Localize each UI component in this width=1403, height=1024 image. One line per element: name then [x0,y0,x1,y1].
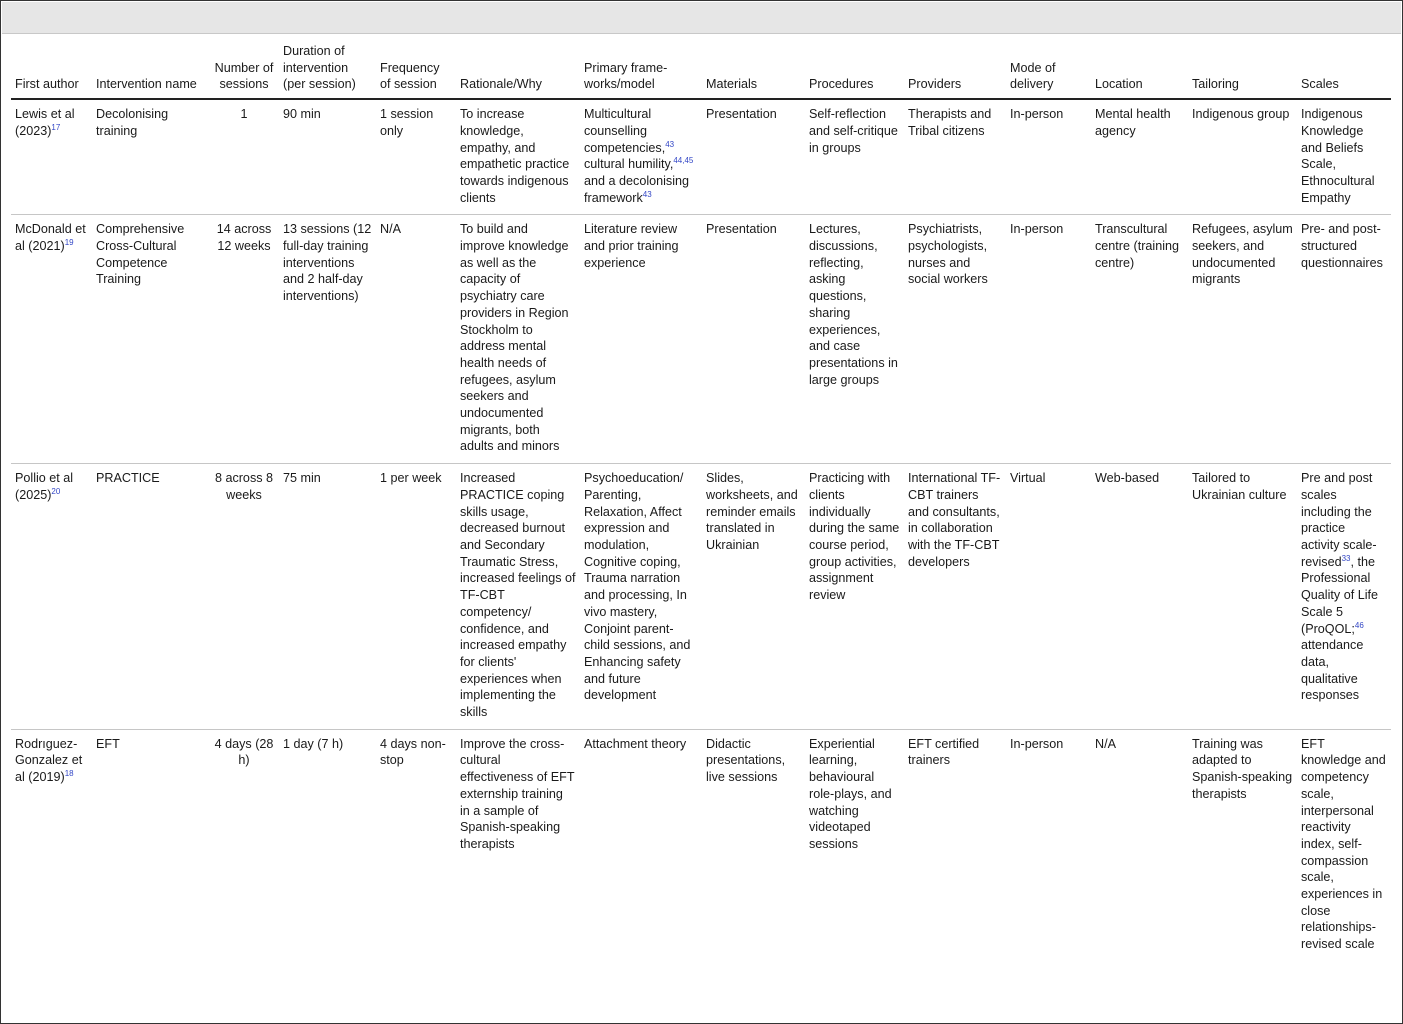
cell-tailoring: Refugees, asylum seekers, and undocumented migrants [1192,222,1293,287]
cell-intervention-name: Decolonising training [96,107,169,138]
header-mode-of-delivery: Mode of delivery [1010,60,1056,92]
cell-location: Mental health agency [1095,107,1171,138]
header-frequency: Frequency of session [380,60,440,92]
cell-frequency: N/A [380,222,401,237]
cell-location: Transcultural centre (training centre) [1095,222,1179,270]
cell-tailoring: Training was adapted to Spanish-speaking therapists [1192,736,1293,801]
cell-materials: Presentation [706,107,777,122]
cell-materials: Presentation [706,222,777,237]
cell-providers: Psychiatrists, psychologists, nurses and social workers [908,222,988,287]
cell-frequency: 4 days non-stop [380,736,446,768]
table-row [11,99,1391,215]
cell-duration: 75 min [283,471,321,486]
cell-rationale: Improve the cross-cultural effectiveness of EFT externship training in a sample of Spanish-speaking therapists [460,736,575,851]
reference-link[interactable]: 33 [1341,553,1351,563]
header-row [11,41,1391,99]
table-row [11,729,1391,961]
cell-materials: Slides, worksheets, and reminder emails translated in Ukrainian [706,471,798,552]
cell-mode: In-person [1010,107,1064,122]
header-duration: Duration of intervention (per session) [283,44,356,92]
cell-intervention-name: PRACTICE [96,471,160,486]
header-intervention-name: Intervention name [96,77,197,92]
reference-link[interactable]: 43 [642,189,652,199]
cell-location: Web-based [1095,471,1160,486]
cell-procedures: Experiential learning, behavioural role-plays, and watching videotaped sessions [809,736,892,851]
cell-providers: Therapists and Tribal citizens [908,107,992,138]
cell-framework: Attachment theory [584,736,687,751]
cell-intervention-name: EFT [96,736,120,751]
cell-scales: Pre and post scales including the practice activity scale-revised$^{33}$, the Professional Quality of Life Scale 5 (ProQOL;$^{46}$ attendance data, qualitative responses [1301,471,1379,703]
cell-duration: 13 sessions (12 full-day training interventions and 2 half-day interventions) [283,222,372,304]
cell-tailoring: Tailored to Ukrainian culture [1192,471,1287,502]
cell-procedures: Practicing with clients individually during the same course period, group activities, assignment review [809,471,900,603]
header-providers: Providers [908,77,962,92]
cell-tailoring: Indigenous group [1192,107,1290,122]
cell-providers: International TF-CBT trainers and consultants, in collaboration with the TF-CBT developers [908,471,1001,569]
table-row [11,215,1391,464]
reference-link[interactable]: 44,45 [673,156,694,166]
interventions-table [11,41,1391,961]
cell-sessions: 1 [240,107,248,122]
header-materials: Materials [706,77,758,92]
header-frameworks: Primary frame-works/model [584,60,668,92]
cell-sessions: 8 across 8 weeks [214,471,274,502]
cell-sessions: 14 across 12 weeks [216,222,272,254]
cell-providers: EFT certified trainers [908,736,980,768]
header-location: Location [1095,77,1143,92]
cell-framework: Psychoeducation/ Parenting, Relaxation, Affect expression and modulation, Cognitive coping, Trauma narration and processing, In vivo mastery, Conjoint parent-child sessions, and Enhancing safety and future development [584,471,691,703]
cell-duration: 1 day (7 h) [283,736,344,751]
header-number-of-sessions: Number of sessions [214,60,274,92]
cell-frequency: 1 per week [380,471,442,486]
cell-framework: Multicultural counselling competencies,$^{43}$ cultural humility,$^{44,45}$ and a decolonising framework$^{43}$ [584,107,694,205]
cell-frequency: 1 session only [380,107,434,138]
cell-scales: EFT knowledge and competency scale, interpersonal reactivity index, self-compassion scale, experiences in close relationships-revised scale [1301,736,1386,952]
cell-rationale: To increase knowledge, empathy, and empathetic practice towards indigenous clients [460,107,570,205]
cell-framework: Literature review and prior training experience [584,222,679,270]
cell-author: Lewis et al $(2023)^{17}$ [15,107,75,138]
cell-scales: Indigenous Knowledge and Beliefs Scale, Ethnocultural Empathy [1301,107,1375,205]
cell-procedures: Lectures, discussions, reflecting, asking questions, sharing experiences, and case presentations in large groups [809,222,898,387]
cell-sessions: 4 days (28 h) [214,736,274,768]
cell-procedures: Self-reflection and self-critique in groups [809,107,898,155]
table-caption-bar [2,2,1401,34]
reference-link[interactable]: 17 [51,122,61,132]
cell-duration: 90 min [283,107,321,122]
cell-location: N/A [1095,736,1116,751]
reference-link[interactable]: 46 [1354,620,1364,630]
reference-link[interactable]: 19 [64,237,74,247]
cell-materials: Didactic presentations, live sessions [706,736,786,785]
cell-mode: In-person [1010,222,1064,237]
cell-mode: In-person [1010,736,1064,751]
cell-rationale: To build and improve knowledge as well as the capacity of psychiatry care providers in Region Stockholm to address mental health needs of refugees, asylum seekers and undocumented migrants, both adults and minors [460,222,569,454]
reference-link[interactable]: 43 [665,139,675,149]
cell-author: Rodrıguez-Gonzalez et al $(2019)^{18}$ [15,736,83,785]
reference-link[interactable]: 20 [51,486,61,496]
header-rationale: Rationale/Why [460,77,542,92]
table-row [11,464,1391,730]
cell-mode: Virtual [1010,471,1046,486]
cell-rationale: Increased PRACTICE coping skills usage, decreased burnout and Secondary Traumatic Stress, increased feelings of TF-CBT competency/ confidence, and increased empathy for clients' experiences when implementing the skills [460,471,576,720]
header-tailoring: Tailoring [1192,77,1239,92]
cell-author: Pollio et al $(2025)^{20}$ [15,471,74,502]
header-procedures: Procedures [809,77,874,92]
cell-intervention-name: Comprehensive Cross-Cultural Competence Training [96,222,185,287]
reference-link[interactable]: 18 [64,768,74,778]
header-scales: Scales [1301,77,1339,92]
cell-scales: Pre- and post-structured questionnaires [1301,222,1383,270]
header-first-author: First author [15,77,79,92]
cell-author: McDonald et al $(2021)^{19}$ [15,222,86,254]
